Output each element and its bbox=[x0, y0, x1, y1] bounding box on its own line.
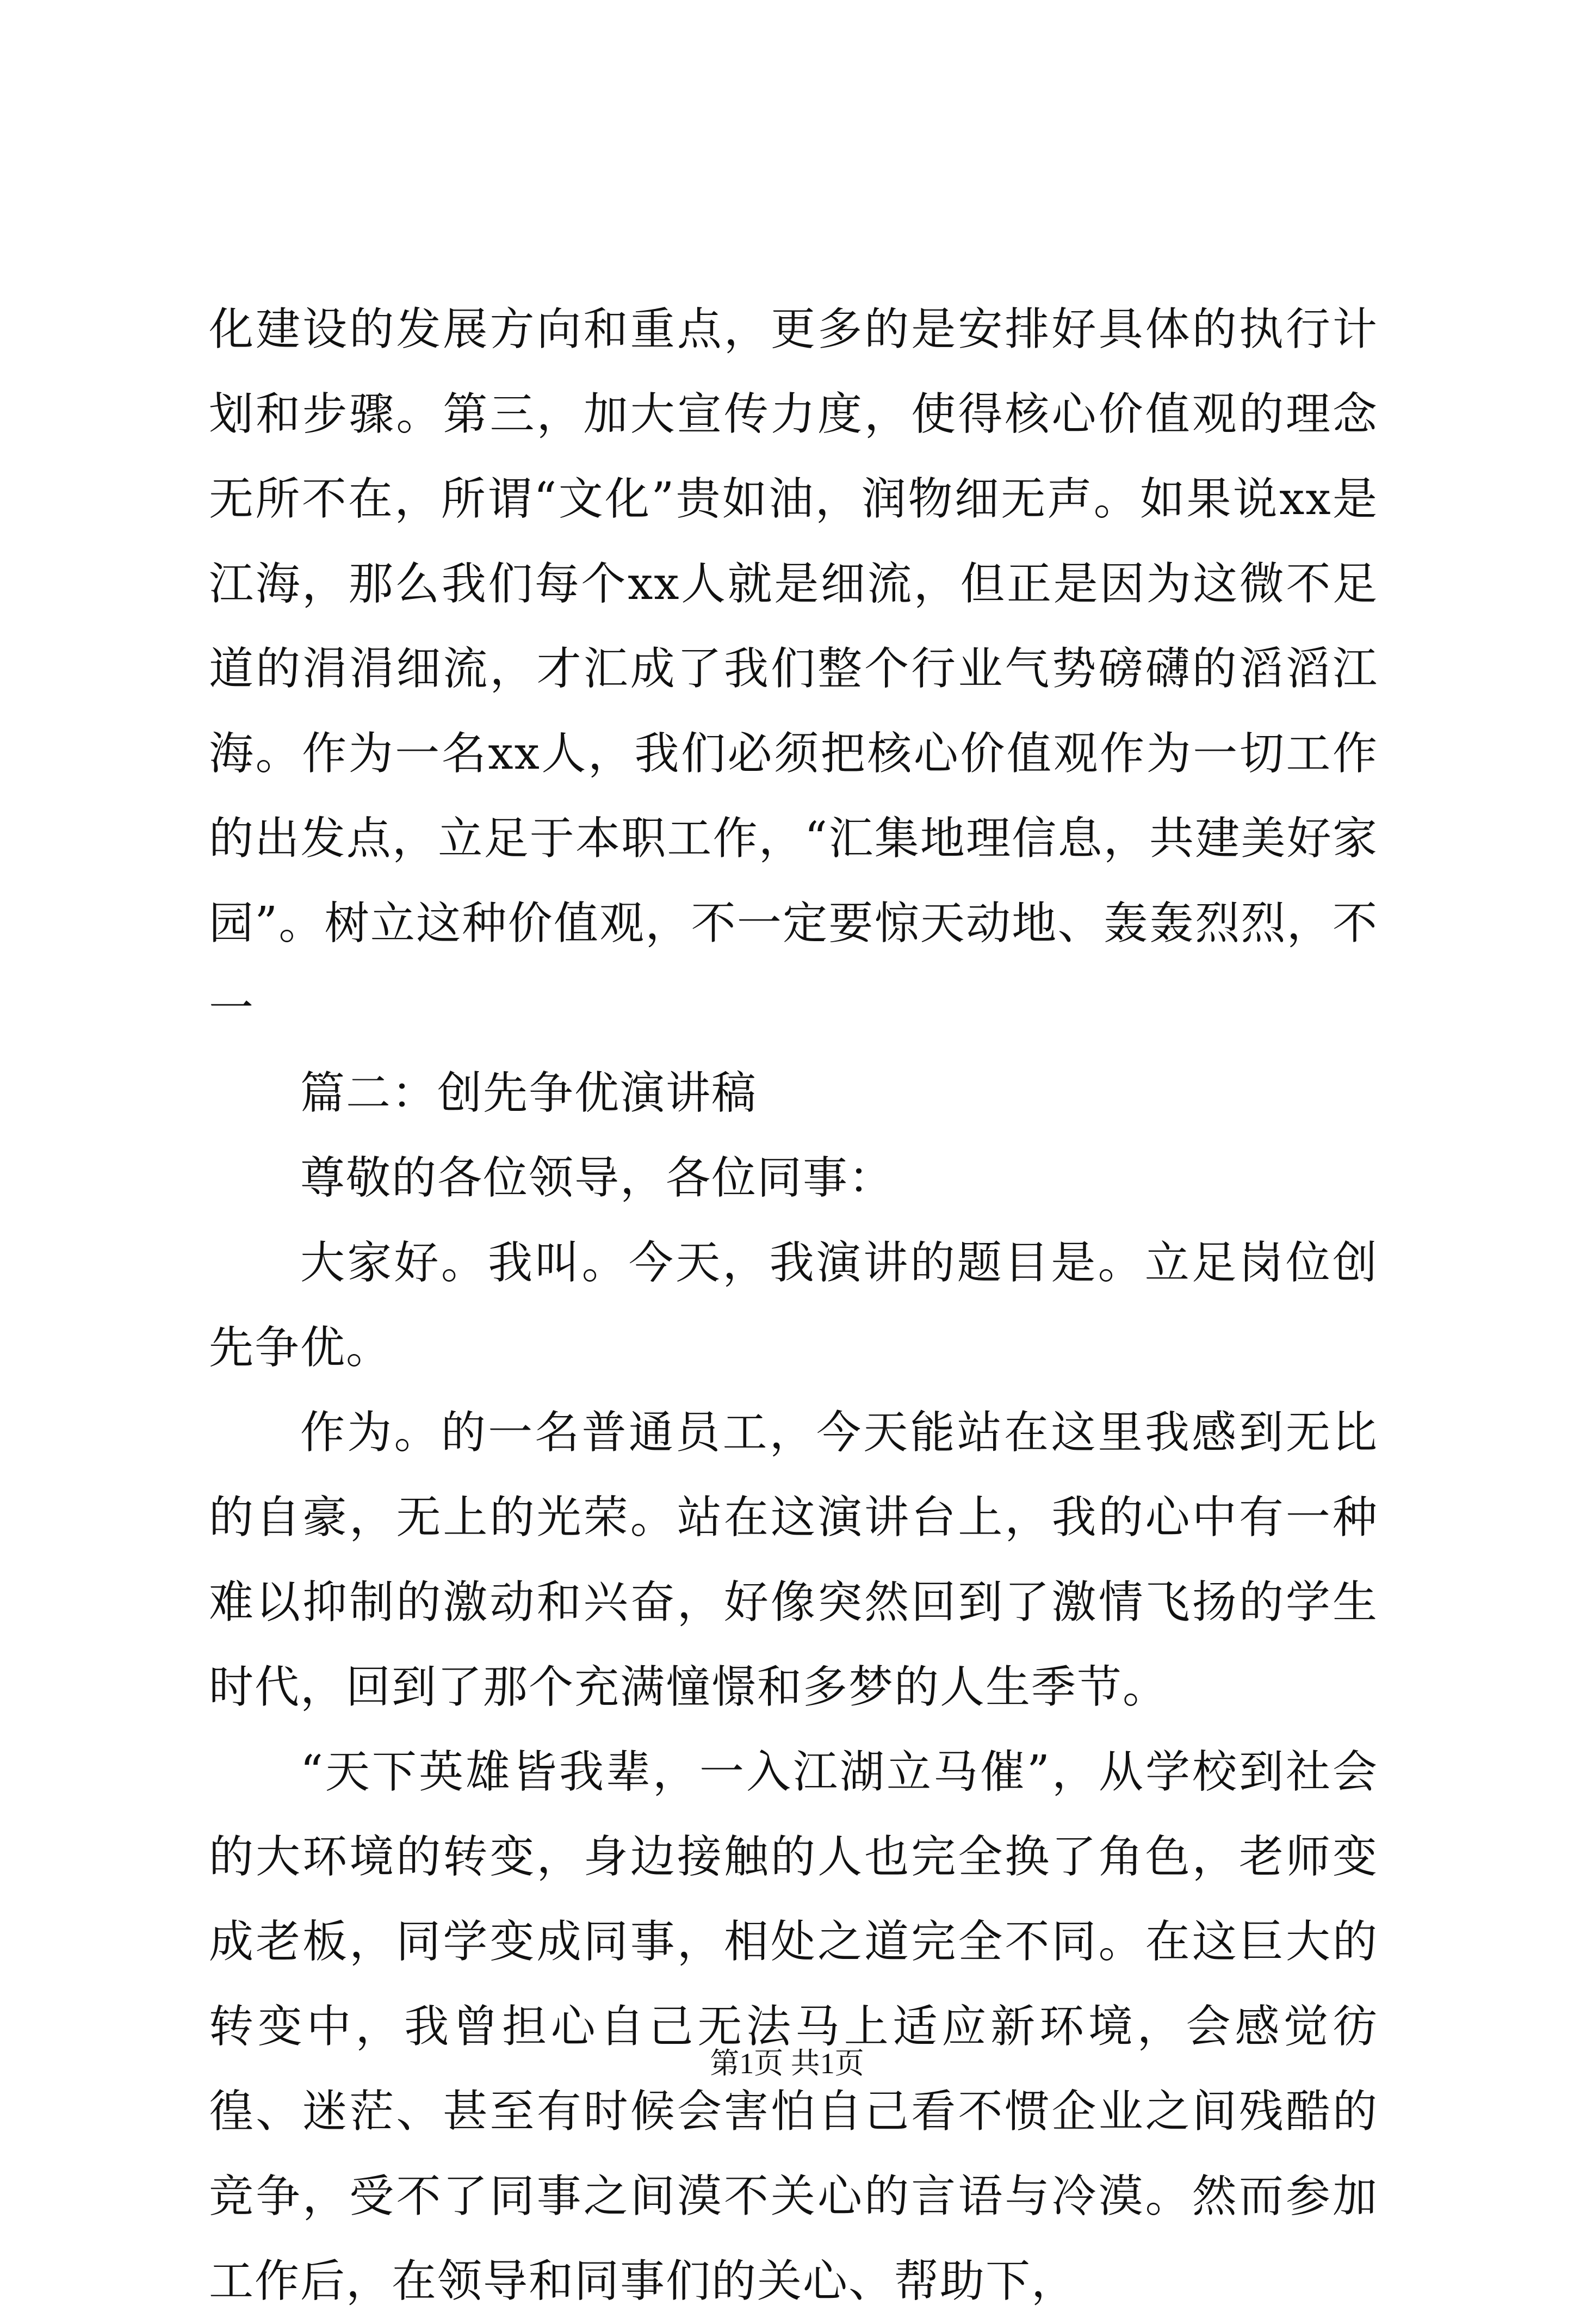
paragraph-transition: “天下英雄皆我辈，一入江湖立马催”，从学校到社会的大环境的转变，身边接触的人也完全换了角色，老师变成老板，同学变成同事，相处之道完全不同。在这巨大的转变中，我曾担心自己无法马上适应新环境，会感觉彷徨、迷茫、甚至有时候会害怕自己看不惯企业之间残酷的竞争，受不了同事之间漠不关心的言语与冷漠。然而参加工作后，在领导和同事们的关心、帮助下， bbox=[209, 1746, 1378, 2307]
paragraph-continued: 化建设的发展方向和重点，更多的是安排好具体的执行计划和步骤。第三，加大宣传力度，使得核心价值观的理念无所不在，所谓“文化”贵如油，润物细无声。如果说xx是江海，那么我们每个xx人就是细流，但正是因为这微不足道的涓涓细流，才汇成了我们整个行业气势磅礴的滔滔江海。作为一名xx人，我们必须把核心价值观作为一切工作的出发点，立足于本职工作，“汇集地理信息，共建美好家园”。树立这种价值观，不一定要惊天动地、轰轰烈烈，不一 bbox=[209, 304, 1378, 1034]
document-body bbox=[209, 287, 1378, 2324]
paragraph-greeting: 大家好。我叫。今天，我演讲的题目是。立足岗位创先争优。 bbox=[209, 1237, 1378, 1374]
salutation: 尊敬的各位领导，各位同事： bbox=[300, 1152, 895, 1204]
section-heading: 篇二：创先争优演讲稿 bbox=[300, 1067, 758, 1119]
paragraph-introduction: 作为。的一名普通员工，今天能站在这里我感到无比的自豪，无上的光荣。站在这演讲台上，我的心中有一种难以抑制的激动和兴奋，好像突然回到了激情飞扬的学生时代，回到了那个充满憧憬和多梦的人生季节。 bbox=[209, 1407, 1378, 1713]
page-number-footer: 第1页 共1页 bbox=[710, 2047, 864, 2080]
